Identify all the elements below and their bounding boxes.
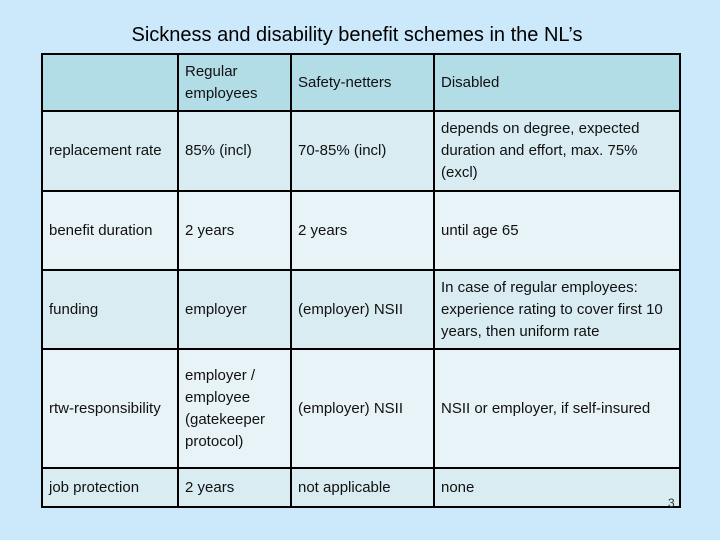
header-cell-safety-netters: Safety-netters [291,54,434,111]
table-cell: 70-85% (incl) [291,111,434,191]
page-number: 3 [668,496,675,510]
table-cell: until age 65 [434,191,680,270]
table-cell: 2 years [178,191,291,270]
table-cell: not applicable [291,468,434,507]
row-label-rtw-responsibility: rtw-responsibility [42,349,178,468]
table-cell: NSII or employer, if self-insured [434,349,680,468]
table-cell: In case of regular employees: experience rating to cover first 10 years, then uniform rate [434,270,680,349]
table-cell: employer / employee (gatekeeper protocol) [178,349,291,468]
table-row [42,191,680,270]
header-cell-disabled: Disabled [434,54,680,111]
header-cell-empty [42,54,178,111]
table-cell: (employer) NSII [291,349,434,468]
row-label-funding: funding [42,270,178,349]
table-cell: employer [178,270,291,349]
table-header-row [42,54,680,111]
table-cell: depends on degree, expected duration and effort, max. 75% (excl) [434,111,680,191]
benefit-schemes-table [41,53,681,508]
table-row [42,270,680,349]
row-label-job-protection: job protection [42,468,178,507]
row-label-replacement-rate: replacement rate [42,111,178,191]
table-cell: 2 years [291,191,434,270]
table-cell: none [434,468,680,507]
slide-title: Sickness and disability benefit schemes in the NL’s [131,24,583,46]
header-cell-regular-employees: Regular employees [178,54,291,111]
table-row [42,111,680,191]
table-cell: (employer) NSII [291,270,434,349]
table-cell: 85% (incl) [178,111,291,191]
table-row [42,468,680,507]
row-label-benefit-duration: benefit duration [42,191,178,270]
table-row [42,349,680,468]
table-cell: 2 years [178,468,291,507]
